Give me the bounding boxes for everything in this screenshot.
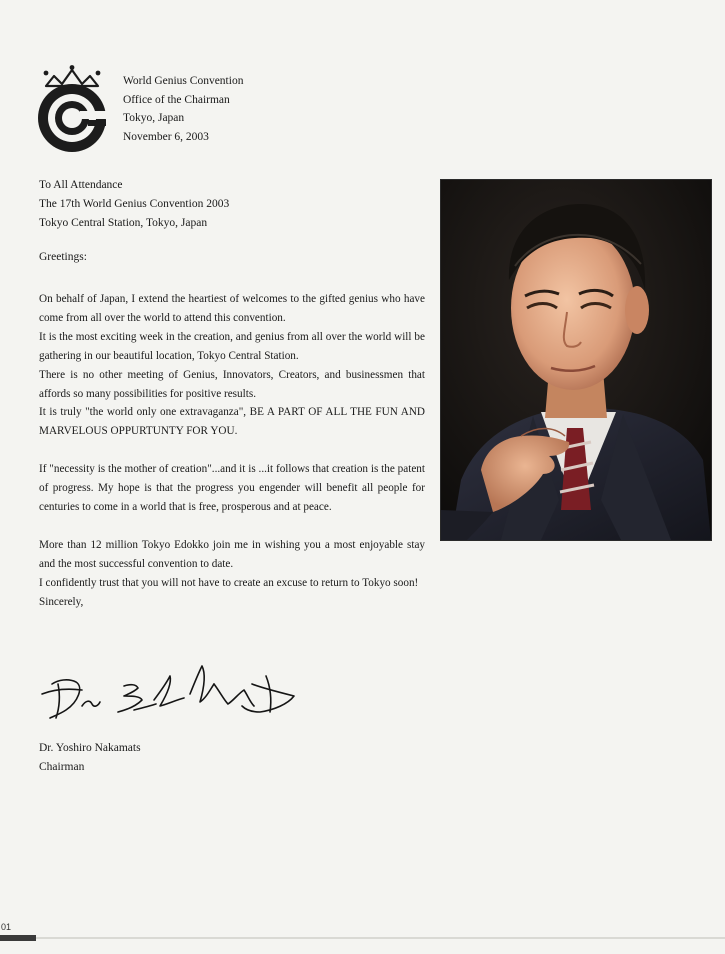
signer-title: Chairman bbox=[39, 760, 85, 773]
body-paragraph: It is the most exciting week in the creation, and genius from all over the world will be gathering in our beautiful location, Tokyo Central Station. bbox=[39, 330, 425, 362]
body-paragraph: I confidently trust that you will not have to create an excuse to return to Tokyo soon! bbox=[39, 576, 419, 589]
org-name: World Genius Convention bbox=[123, 75, 244, 87]
signer-block bbox=[39, 739, 141, 776]
page-bar bbox=[0, 935, 36, 941]
chairman-portrait-photo bbox=[441, 180, 711, 540]
page-rule bbox=[36, 937, 725, 939]
body-paragraph: If "necessity is the mother of creation"...and it is ...it follows that creation is the patent of progress. My hope is that the progress you engender will benefit all people for centuries to come in a world that is free, prosperous and at peace. bbox=[39, 463, 425, 514]
addressee-line: The 17th World Genius Convention 2003 bbox=[39, 198, 230, 210]
greeting: Greetings: bbox=[39, 251, 87, 263]
body-paragraph: There is no other meeting of Genius, Innovators, Creators, and businessmen that affords so many possibilities for positive results. bbox=[39, 368, 425, 400]
body-paragraph: It is truly "the world only one extravaganza", BE A PART OF ALL THE FUN AND MARVELOUS OPPURTUNTY FOR YOU. bbox=[39, 406, 425, 438]
signer-name: Dr. Yoshiro Nakamats bbox=[39, 742, 141, 754]
addressee-line: Tokyo Central Station, Tokyo, Japan bbox=[39, 217, 208, 229]
addressee-block bbox=[39, 176, 229, 233]
page-number: 01 bbox=[1, 922, 12, 932]
letter-body bbox=[39, 290, 425, 612]
handwritten-signature bbox=[38, 654, 308, 726]
letterhead bbox=[123, 72, 243, 146]
office-location: Tokyo, Japan bbox=[123, 112, 185, 125]
body-paragraph: On behalf of Japan, I extend the heartiest of welcomes to the gifted genius who have come from all over the world to attend this convention. bbox=[39, 293, 425, 324]
closing: Sincerely, bbox=[39, 595, 84, 608]
office-name: Office of the Chairman bbox=[123, 93, 230, 106]
letter-date: November 6, 2003 bbox=[123, 130, 209, 143]
crowned-g-logo-icon bbox=[36, 64, 108, 154]
body-paragraph: More than 12 million Tokyo Edokko join me in wishing you a most enjoyable stay and the most successful convention to date. bbox=[39, 538, 425, 570]
addressee-line: To All Attendance bbox=[39, 179, 123, 191]
